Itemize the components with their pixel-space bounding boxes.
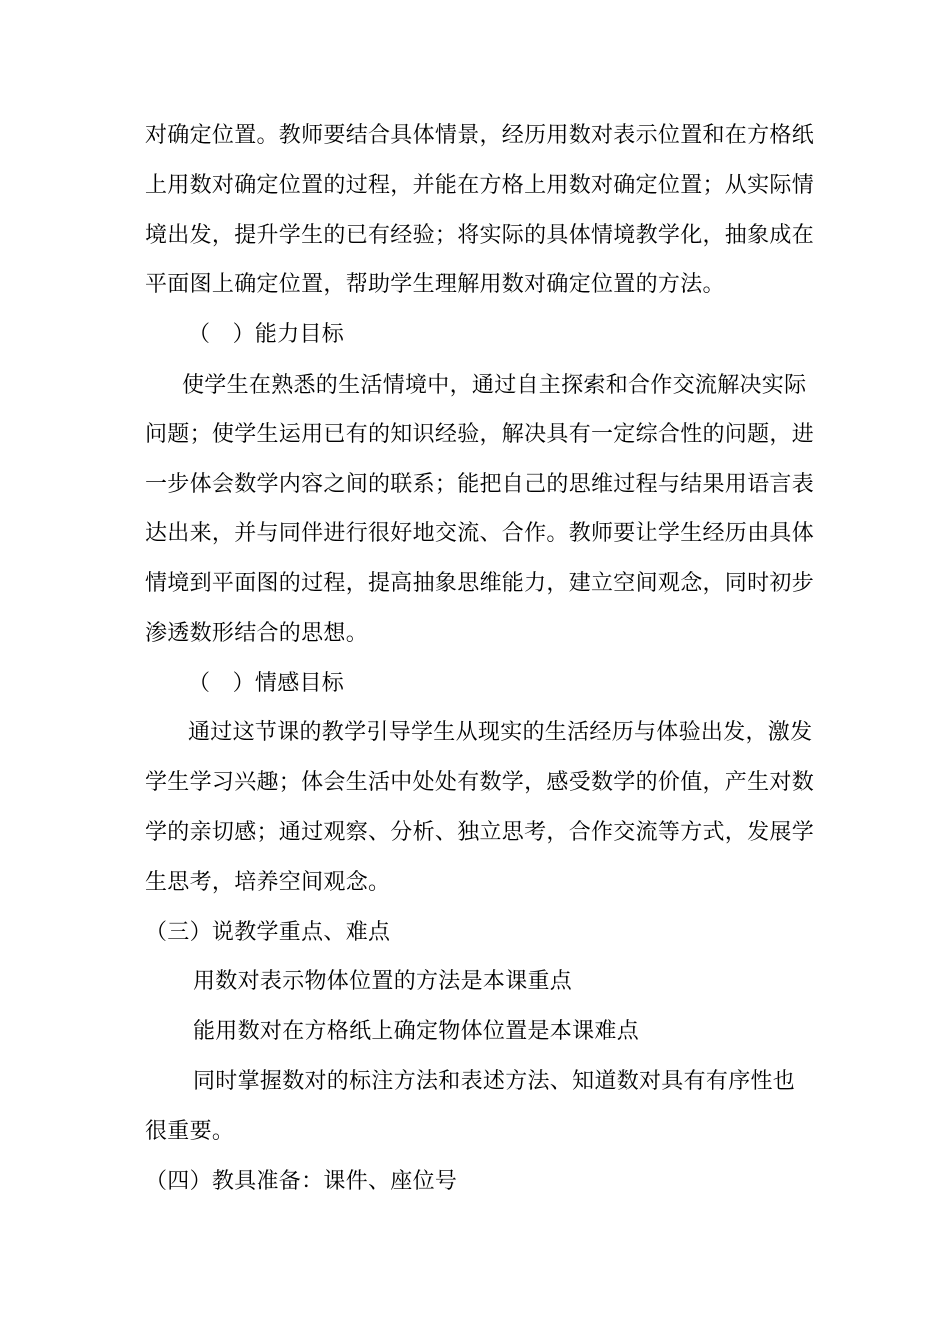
paragraph-line: 问题；使学生运用已有的知识经验，解决具有一定综合性的问题，进 (145, 422, 815, 447)
section-heading-key-points: （三）说教学重点、难点 (145, 920, 391, 945)
paragraph-line: 达出来，并与同伴进行很好地交流、合作。教师要让学生经历由具体 (145, 521, 815, 546)
section-heading-teaching-aids: （四）教具准备：课件、座位号 (145, 1169, 458, 1194)
paragraph-line: 使学生在熟悉的生活情境中，通过自主探索和合作交流解决实际 (182, 373, 807, 398)
section-heading-emotion-goal: （ ）情感目标 (188, 671, 345, 696)
paragraph-line: 情境到平面图的过程，提高抽象思维能力，建立空间观念，同时初步 (145, 571, 815, 596)
paragraph-line: 通过这节课的教学引导学生从现实的生活经历与体验出发，激发 (188, 720, 813, 745)
section-heading-ability-goal: （ ）能力目标 (188, 322, 345, 347)
paragraph-line: 学生学习兴趣；体会生活中处处有数学，感受数学的价值，产生对数 (145, 770, 815, 795)
paragraph-line: 学的亲切感；通过观察、分析、独立思考，合作交流等方式，发展学 (145, 820, 815, 845)
paragraph-line: 用数对表示物体位置的方法是本课重点 (193, 969, 573, 994)
paragraph-line: 同时掌握数对的标注方法和表述方法、知道数对具有有序性也 (193, 1069, 796, 1094)
paragraph-line: 生思考，培养空间观念。 (145, 870, 391, 895)
paragraph-line: 对确定位置。教师要结合具体情景，经历用数对表示位置和在方格纸 (145, 123, 815, 148)
paragraph-line: 一步体会数学内容之间的联系；能把自己的思维过程与结果用语言表 (145, 472, 815, 497)
paragraph-line: 境出发，提升学生的已有经验；将实际的具体情境教学化，抽象成在 (145, 223, 815, 248)
paragraph-line: 能用数对在方格纸上确定物体位置是本课难点 (193, 1019, 640, 1044)
paragraph-line: 平面图上确定位置，帮助学生理解用数对确定位置的方法。 (145, 272, 725, 297)
paragraph-line: 很重要。 (145, 1119, 235, 1144)
paragraph-line: 上用数对确定位置的过程，并能在方格上用数对确定位置；从实际情 (145, 173, 815, 198)
paragraph-line: 渗透数形结合的思想。 (145, 621, 369, 646)
